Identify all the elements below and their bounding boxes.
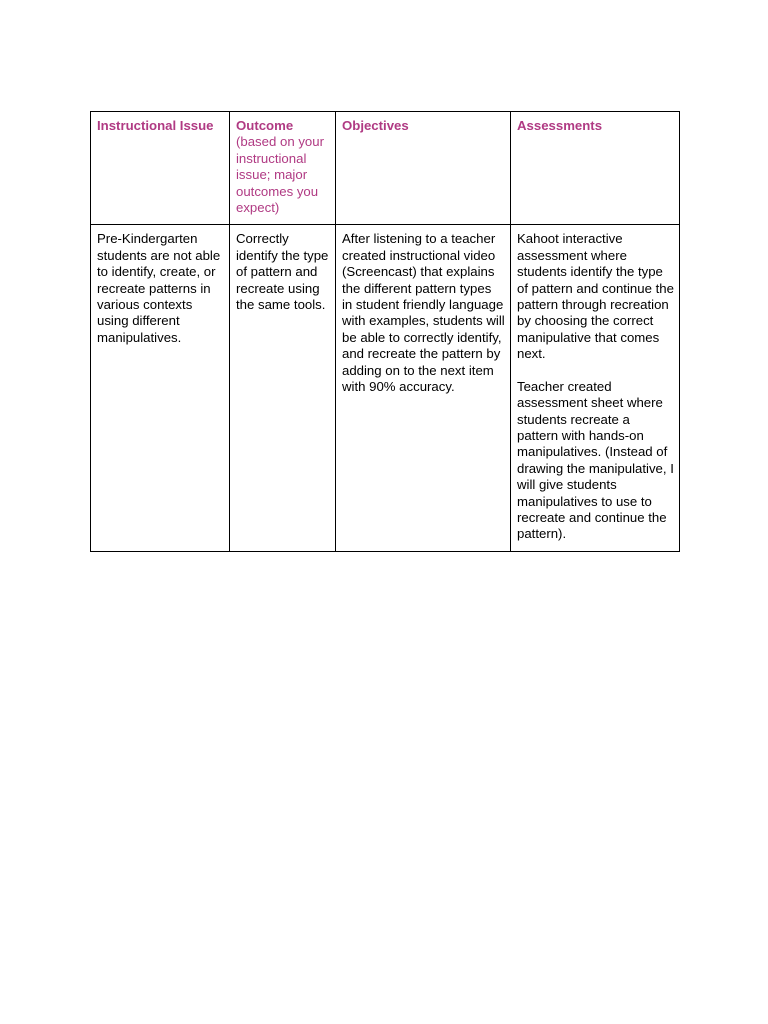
assessment-kahoot-text: Kahoot interactive assessment where students identify the type of pattern and continue the pattern through recreation by choosing the correct manipulative that comes next. bbox=[517, 231, 674, 362]
header-cell-issue bbox=[91, 112, 230, 225]
cell-objectives bbox=[336, 225, 511, 551]
assessment-sheet-text: Teacher created assessment sheet where students recreate a pattern with hands-on manipulatives. (Instead of drawing the manipulative, I will give students manipulatives to use to recreate and continue the pattern). bbox=[517, 378, 674, 542]
cell-outcome bbox=[230, 225, 336, 551]
header-outcome-note: (based on your instructional issue; major outcomes you expect) bbox=[236, 134, 324, 216]
outcome-text: Correctly identify the type of pattern and recreate using the same tools. bbox=[236, 231, 329, 313]
header-objectives: Objectives bbox=[342, 118, 409, 133]
header-cell-assessments bbox=[511, 112, 680, 225]
header-instructional-issue: Instructional Issue bbox=[97, 118, 214, 133]
table-header-row bbox=[91, 112, 680, 225]
cell-assessments bbox=[511, 225, 680, 551]
lesson-plan-table bbox=[90, 111, 680, 552]
cell-issue bbox=[91, 225, 230, 551]
header-cell-objectives bbox=[336, 112, 511, 225]
header-assessments: Assessments bbox=[517, 118, 603, 133]
issue-text: Pre-Kindergarten students are not able to identify, create, or recreate patterns in various contexts using different manipulatives. bbox=[97, 231, 221, 345]
header-outcome: Outcome bbox=[236, 118, 294, 133]
table-row bbox=[91, 225, 680, 551]
objectives-text: After listening to a teacher created instructional video (Screencast) that explains the different pattern types in student friendly language with examples, students will be able to correctly identify, and recreate the pattern by adding on to the next item with 90% accuracy. bbox=[342, 231, 505, 395]
header-cell-outcome bbox=[230, 112, 336, 225]
